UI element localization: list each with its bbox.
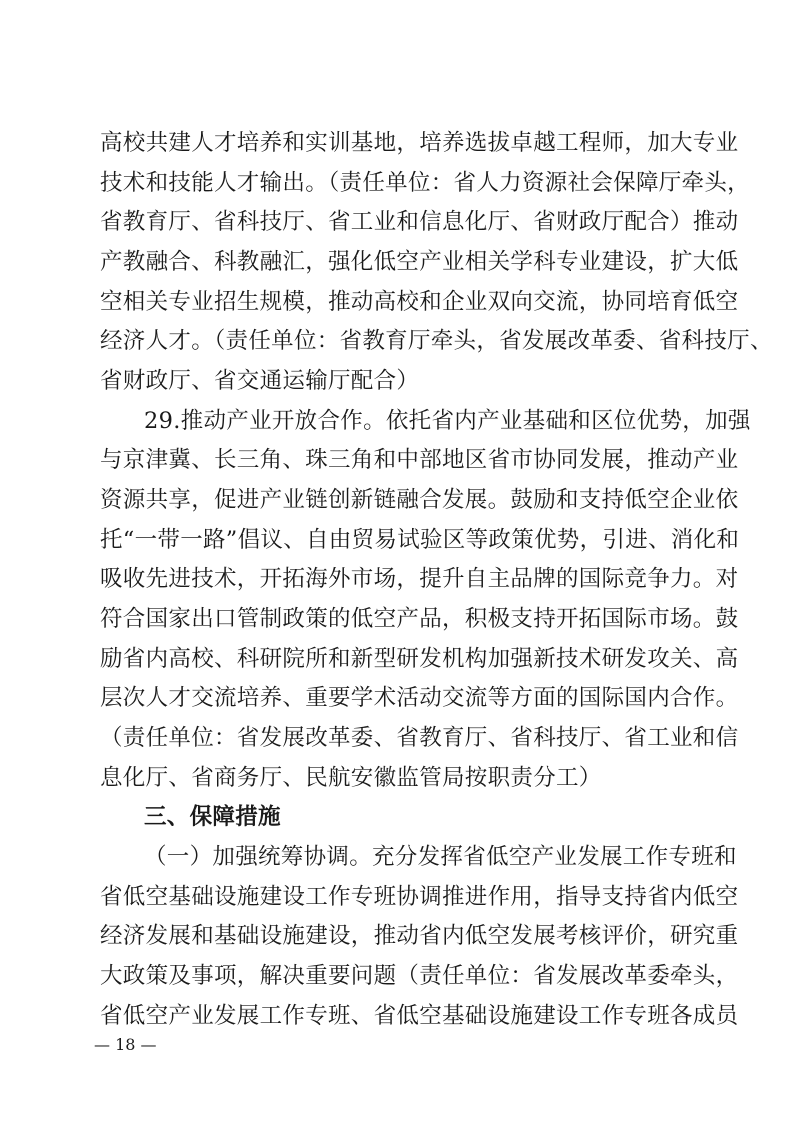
body-line-17: 息化厅、省商务厅、民航安徽监管局按职责分工） <box>100 765 602 791</box>
body-line-6: 经济人才。（责任单位：省教育厅牵头，省发展改革委、省科技厅、 <box>100 328 773 354</box>
body-line-15: 层次人才交流培养、重要学术活动交流等方面的国际国内合作。 <box>100 685 739 711</box>
body-line-5: 空相关专业招生规模，推动高校和企业双向交流，协同培育低空 <box>100 289 739 315</box>
body-line-22: 大政策及事项，解决重要问题（责任单位：省发展改革委牵头， <box>100 963 739 989</box>
body-line-13: 符合国家出口管制政策的低空产品，积极支持开拓国际市场。鼓 <box>100 606 739 632</box>
body-line-20: 省低空基础设施建设工作专班协调推进作用，指导支持省内低空 <box>100 884 739 910</box>
body-line-12: 吸收先进技术，开拓海外市场，提升自主品牌的国际竞争力。对 <box>100 566 739 592</box>
body-line-23: 省低空产业发展工作专班、省低空基础设施建设工作专班各成员 <box>100 1003 739 1029</box>
paragraph-29-start: 29.推动产业开放合作。依托省内产业基础和区位优势，加强 <box>144 408 751 434</box>
body-line-10: 资源共享，促进产业链创新链融合发展。鼓励和支持低空企业依 <box>100 487 739 513</box>
body-line-11: 托“一带一路”倡议、自由贸易试验区等政策优势，引进、消化和 <box>100 527 740 553</box>
body-line-4: 产教融合、科教融汇，强化低空产业相关学科专业建设，扩大低 <box>100 249 739 275</box>
body-line-16: （责任单位：省发展改革委、省教育厅、省科技厅、省工业和信 <box>100 725 739 751</box>
body-line-21: 经济发展和基础设施建设，推动省内低空发展考核评价，研究重 <box>100 923 739 949</box>
body-line-1: 高校共建人才培养和实训基地，培养选拔卓越工程师，加大专业 <box>100 130 739 156</box>
body-line-9: 与京津冀、长三角、珠三角和中部地区省市协同发展，推动产业 <box>100 447 739 473</box>
page-number: — 18 — <box>94 1035 157 1054</box>
body-line-7: 省财政厅、省交通运输厅配合） <box>100 368 420 394</box>
body-line-2: 技术和技能人才输出。（责任单位：省人力资源社会保障厅牵头， <box>100 170 750 196</box>
subsection-start: （一）加强统筹协调。充分发挥省低空产业发展工作专班和 <box>144 844 737 870</box>
section-heading: 三、保障措施 <box>144 804 281 830</box>
body-line-3: 省教育厅、省科技厅、省工业和信息化厅、省财政厅配合）推动 <box>100 209 739 235</box>
body-line-14: 励省内高校、科研院所和新型研发机构加强新技术研发攻关、高 <box>100 646 739 672</box>
